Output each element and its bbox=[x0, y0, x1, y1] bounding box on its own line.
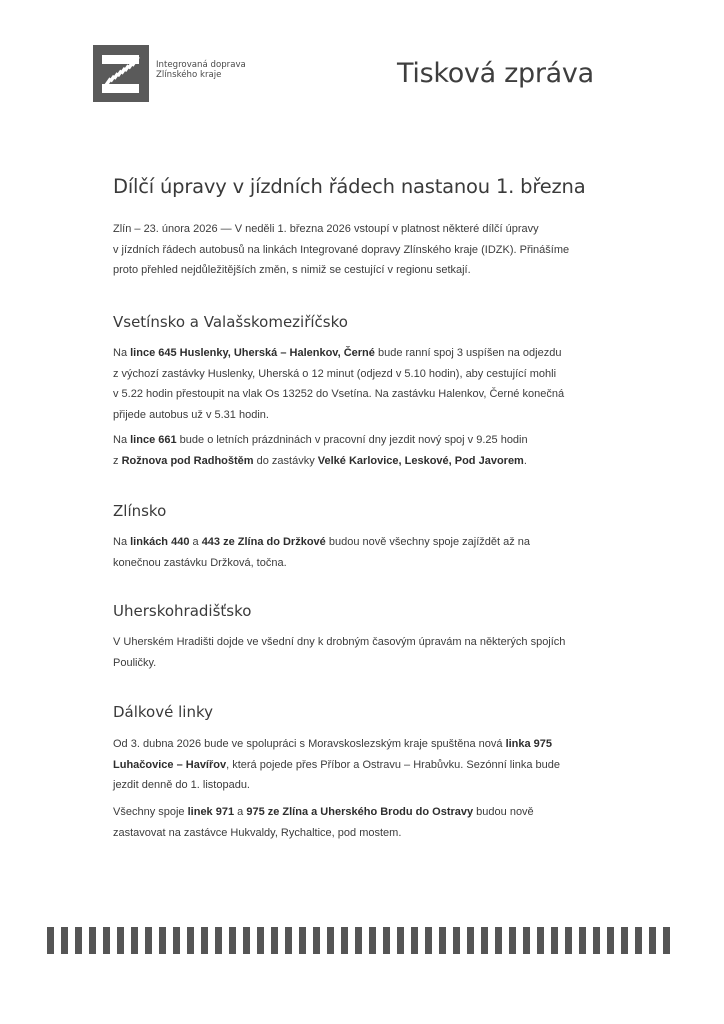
section-heading: Zlínsko bbox=[113, 502, 167, 520]
footer-stripe bbox=[271, 927, 278, 954]
footer-stripe bbox=[663, 927, 670, 954]
idzk-logo-icon bbox=[93, 45, 149, 102]
section-dalkove-linky-paragraph-2: Všechny spoje linek 971 a 975 ze Zlína a Uherského Brodu do Ostravy budou nově zastavovat na zastávce Hukvaldy, Rychaltice, pod mostem. bbox=[113, 806, 534, 839]
section-dalkove-linky bbox=[113, 703, 633, 721]
section-heading: Vsetínsko a Valašskomeziříčsko bbox=[113, 313, 348, 331]
brand-name bbox=[156, 60, 246, 80]
footer-stripe bbox=[467, 927, 474, 954]
intro-line: proto přehled nejdůležitějších změn, s nimiž se cestující v regionu setkají. bbox=[113, 264, 471, 276]
brand-line-2: Zlínského kraje bbox=[156, 70, 222, 80]
route-name: 975 ze Zlína a Uherského Brodu do Ostravy bbox=[246, 806, 474, 818]
footer-stripe bbox=[551, 927, 558, 954]
section-zlinsko-paragraph: Na linkách 440 a 443 ze Zlína do Držkové budou nově všechny spoje zajíždět až na konečnou zastávku Držková, točna. bbox=[113, 536, 531, 569]
footer-stripe bbox=[285, 927, 292, 954]
footer-stripe bbox=[131, 927, 138, 954]
footer-stripe bbox=[509, 927, 516, 954]
footer-stripe bbox=[565, 927, 572, 954]
footer-stripe bbox=[621, 927, 628, 954]
footer-stripe bbox=[173, 927, 180, 954]
footer-stripe bbox=[75, 927, 82, 954]
footer-stripe bbox=[579, 927, 586, 954]
footer-stripe bbox=[103, 927, 110, 954]
footer-stripe bbox=[355, 927, 362, 954]
footer-stripe bbox=[453, 927, 460, 954]
footer-stripe bbox=[607, 927, 614, 954]
section-uherskohradistsko-paragraph: V Uherském Hradišti dojde ve všední dny k drobným časovým úpravám na některých spojích Pouličky. bbox=[113, 636, 566, 669]
section-vsetinsko-paragraph-1: Na lince 645 Huslenky, Uherská – Halenkov, Černé bude ranní spoj 3 uspíšen na odjezdu z výchozí zastávky Huslenky, Uherská o 12 minut (odjezd v 5.10 hodin), aby cestující mohli v 5.22 hodin přestoupit na vlak Os 13252 do Vsetína. Na zastávku Halenkov, Černé konečná přijede autobus už v 5.31 hodin. bbox=[113, 347, 565, 421]
line-name: linka 975 bbox=[505, 738, 553, 750]
line-name: linkách 440 bbox=[130, 536, 190, 548]
line-name: linek 971 bbox=[187, 806, 235, 818]
document-type-heading: Tisková zpráva bbox=[397, 58, 594, 89]
section-heading: Uherskohradišťsko bbox=[113, 602, 252, 620]
section-vsetinsko-paragraph-2: Na lince 661 bude o letních prázdninách v pracovní dny jezdit nový spoj v 9.25 hodin z Rožnova pod Radhoštěm do zastávky Velké Karlovice, Leskové, Pod Javorem. bbox=[113, 434, 528, 467]
brand-line-1: Integrovaná doprava bbox=[156, 60, 246, 70]
footer-stripe bbox=[89, 927, 96, 954]
footer-stripe bbox=[187, 927, 194, 954]
place-name: Rožnova pod Radhoštěm bbox=[121, 454, 254, 467]
line-name: lince 661 bbox=[130, 434, 177, 446]
footer-barcode-stripes bbox=[47, 927, 677, 954]
intro-line: Zlín – 23. února 2026 — V neděli 1. března 2026 vstoupí v platnost některé dílčí úpravy bbox=[113, 223, 539, 235]
footer-stripe bbox=[495, 927, 502, 954]
footer-stripe bbox=[327, 927, 334, 954]
footer-stripe bbox=[593, 927, 600, 954]
footer-stripe bbox=[215, 927, 222, 954]
section-heading: Dálkové linky bbox=[113, 703, 213, 721]
footer-stripe bbox=[383, 927, 390, 954]
footer-stripe bbox=[341, 927, 348, 954]
footer-stripe bbox=[117, 927, 124, 954]
footer-stripe bbox=[201, 927, 208, 954]
footer-stripe bbox=[369, 927, 376, 954]
intro-line: v jízdních řádech autobusů na linkách Integrované dopravy Zlínského kraje (IDZK). Přinášíme bbox=[113, 243, 570, 256]
section-vsetinsko bbox=[113, 313, 633, 331]
section-dalkove-linky-paragraph-1: Od 3. dubna 2026 bude ve spolupráci s Moravskoslezským kraje spuštěna nová linka 975 Luhačovice – Havířov, která pojede přes Příbor a Ostravu – Hrabůvku. Sezónní linka bude jezdit denně do 1. listopadu. bbox=[113, 738, 560, 791]
footer-stripe bbox=[523, 927, 530, 954]
intro-paragraph bbox=[113, 219, 633, 281]
footer-stripe bbox=[229, 927, 236, 954]
footer-stripe bbox=[411, 927, 418, 954]
footer-stripe bbox=[243, 927, 250, 954]
footer-stripe bbox=[299, 927, 306, 954]
footer-stripe bbox=[159, 927, 166, 954]
footer-stripe bbox=[257, 927, 264, 954]
footer-stripe bbox=[537, 927, 544, 954]
section-uherskohradistsko bbox=[113, 602, 633, 620]
line-name: lince 645 Huslenky, Uherská – Halenkov, Černé bbox=[130, 347, 375, 359]
line-name: 443 ze Zlína do Držkové bbox=[201, 536, 326, 548]
press-release-title: Dílčí úpravy v jízdních řádech nastanou 1. března bbox=[113, 175, 586, 198]
footer-stripe bbox=[145, 927, 152, 954]
stop-name: Velké Karlovice, Leskové, Pod Javorem bbox=[317, 454, 524, 467]
footer-stripe bbox=[635, 927, 642, 954]
footer-stripe bbox=[397, 927, 404, 954]
route-name: Luhačovice – Havířov bbox=[113, 758, 227, 771]
footer-stripe bbox=[425, 927, 432, 954]
footer-stripe bbox=[47, 927, 54, 954]
footer-stripe bbox=[61, 927, 68, 954]
footer-stripe bbox=[313, 927, 320, 954]
section-zlinsko bbox=[113, 502, 633, 520]
footer-stripe bbox=[649, 927, 656, 954]
footer-stripe bbox=[439, 927, 446, 954]
footer-stripe bbox=[481, 927, 488, 954]
